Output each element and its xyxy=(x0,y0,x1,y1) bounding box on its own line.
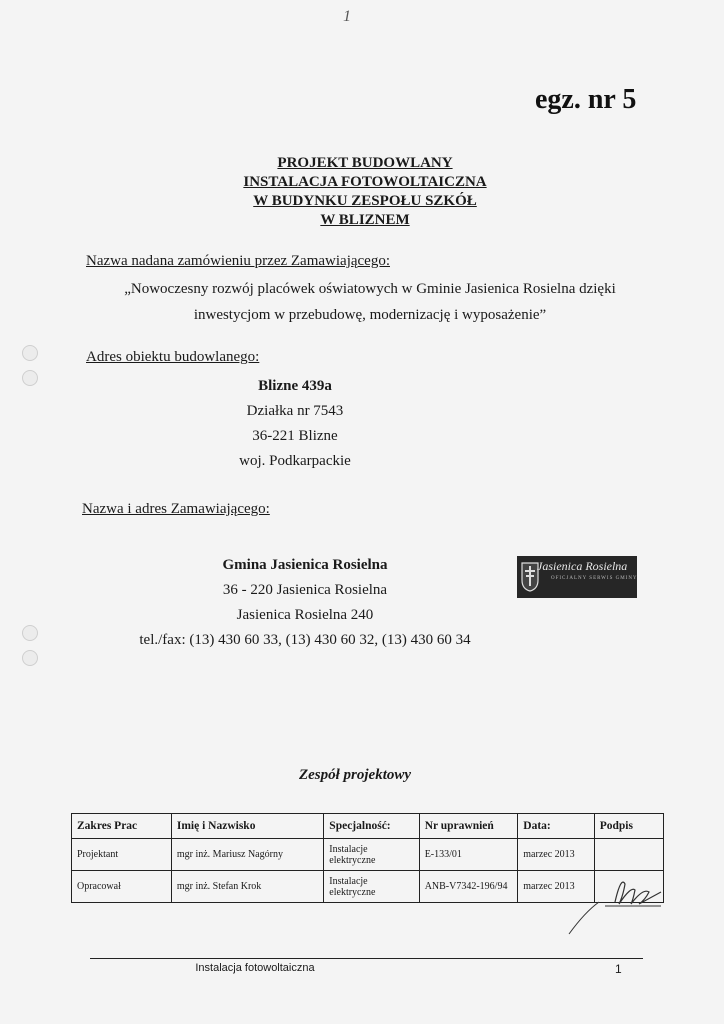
client-phone: tel./fax: (13) 430 60 33, (13) 430 60 32, (13) 430 60 34 xyxy=(139,632,471,648)
column-header: Data: xyxy=(518,814,594,839)
site-address xyxy=(180,374,410,474)
handwritten-signature xyxy=(565,862,665,938)
table-cell: mgr inż. Stefan Krok xyxy=(171,871,323,903)
site-street: Blizne 439a xyxy=(258,378,332,394)
column-header: Specjalność: xyxy=(324,814,419,839)
footer-title: Instalacja fotowoltaiczna xyxy=(195,962,315,974)
client-address xyxy=(130,553,480,653)
logo-text: Jasienica Rosielna xyxy=(537,559,628,573)
title-line: INSTALACJA FOTOWOLTAICZNA xyxy=(243,174,487,190)
table-cell: Instalacje elektryczne xyxy=(324,839,419,871)
title-line: W BUDYNKU ZESPOŁU SZKÓŁ xyxy=(253,193,477,209)
copy-number: egz. nr 5 xyxy=(535,84,637,115)
table-cell: marzec 2013 xyxy=(518,871,594,903)
client-postal: 36 - 220 Jasienica Rosielna xyxy=(222,582,388,598)
table-cell: mgr inż. Mariusz Nagórny xyxy=(171,839,323,871)
municipality-logo xyxy=(517,556,637,598)
punch-hole xyxy=(22,625,38,641)
site-address-label: Adres obiektu budowlanego: xyxy=(86,349,260,365)
site-postal: 36-221 Blizne xyxy=(252,428,338,444)
client-name: Gmina Jasienica Rosielna xyxy=(222,557,388,573)
punch-hole xyxy=(22,345,38,361)
table-header-row xyxy=(72,814,664,839)
document-title xyxy=(180,154,550,230)
site-plot: Działka nr 7543 xyxy=(246,403,344,419)
title-line: W BLIZNEM xyxy=(320,212,410,228)
table-cell: Projektant xyxy=(72,839,172,871)
site-province: woj. Podkarpackie xyxy=(239,453,351,469)
punch-hole xyxy=(22,370,38,386)
column-header: Zakres Prac xyxy=(72,814,172,839)
table-cell: ANB-V7342-196/94 xyxy=(419,871,518,903)
logo-subtext: OFICJALNY SERWIS GMINY xyxy=(551,576,638,581)
column-header: Nr uprawnień xyxy=(419,814,518,839)
team-heading: Zespół projektowy xyxy=(298,767,412,783)
punch-hole xyxy=(22,650,38,666)
client-label: Nazwa i adres Zamawiającego: xyxy=(82,501,270,517)
order-name xyxy=(100,276,640,328)
order-name-line: „Nowoczesny rozwój placówek oświatowych w Gminie Jasienica Rosielna dzięki xyxy=(124,281,616,297)
footer-divider xyxy=(90,958,643,959)
handwritten-page-mark: 1 xyxy=(343,8,351,25)
table-cell: marzec 2013 xyxy=(518,839,594,871)
title-line: PROJEKT BUDOWLANY xyxy=(277,155,453,171)
column-header: Podpis xyxy=(594,814,663,839)
order-name-label: Nazwa nadana zamówieniu przez Zamawiającego: xyxy=(86,253,390,269)
table-cell: E-133/01 xyxy=(419,839,518,871)
table-cell: Opracował xyxy=(72,871,172,903)
order-name-line: inwestycjom w przebudowę, modernizację i wyposażenie” xyxy=(193,307,547,323)
client-street: Jasienica Rosielna 240 xyxy=(236,607,374,623)
page-number: 1 xyxy=(615,962,622,976)
column-header: Imię i Nazwisko xyxy=(171,814,323,839)
table-cell: Instalacje elektryczne xyxy=(324,871,419,903)
